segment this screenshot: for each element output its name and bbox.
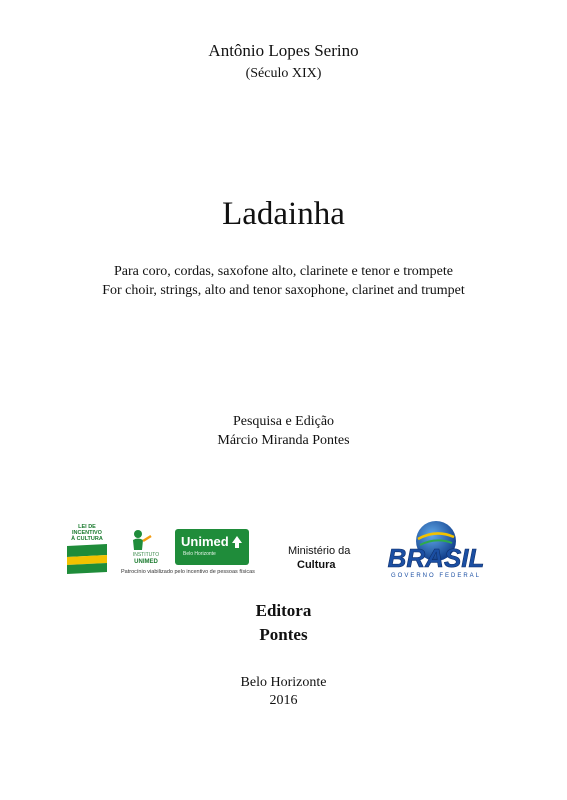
brasil-globe-logo bbox=[370, 519, 502, 581]
unimed-tree-icon bbox=[230, 535, 244, 549]
composer-name: Antônio Lopes Serino bbox=[208, 41, 359, 60]
instituto-label: INSTITUTO bbox=[132, 552, 160, 558]
subtitle-portuguese: Para coro, cordas, saxofone alto, clarinete e tenor e trompete bbox=[114, 264, 453, 279]
unimed-name: Unimed bbox=[181, 534, 229, 549]
instituto-unimed-label: UNIMED bbox=[134, 559, 158, 565]
publisher-line1: Editora bbox=[255, 601, 312, 620]
unimed-logo bbox=[175, 529, 249, 565]
lei-incentivo-logo bbox=[66, 524, 108, 574]
governo-federal-logo bbox=[370, 519, 502, 581]
sponsor-note: Patrocínio viabilizado pelo incentivo de pessoas físicas bbox=[121, 569, 255, 575]
work-title: Ladainha bbox=[222, 196, 345, 232]
unimed-city: Belo Horizonte bbox=[183, 551, 216, 557]
lei-incentivo-text bbox=[66, 524, 108, 542]
person-figure-logo bbox=[121, 528, 169, 552]
publisher-line2: Pontes bbox=[259, 625, 308, 644]
cultura-label: Cultura bbox=[297, 559, 336, 571]
publication-year: 2016 bbox=[269, 693, 298, 708]
credit-label: Pesquisa e Edição bbox=[232, 414, 335, 429]
instituto-unimed-logo bbox=[121, 528, 169, 568]
composer-era: (Século XIX) bbox=[245, 66, 322, 81]
credit-name: Márcio Miranda Pontes bbox=[217, 433, 350, 448]
lei-incentivo-line3: À CULTURA bbox=[71, 536, 103, 542]
ministerio-label: Ministério da bbox=[288, 545, 351, 557]
brasil-wordmark: BRASIL bbox=[387, 543, 485, 573]
publication-city: Belo Horizonte bbox=[240, 675, 327, 690]
governo-federal-tagline: GOVERNO FEDERAL bbox=[390, 573, 482, 579]
lei-incentivo-line1: LEI DE bbox=[78, 524, 96, 530]
subtitle-english: For choir, strings, alto and tenor saxophone, clarinet and trumpet bbox=[102, 283, 465, 298]
lei-incentivo-line2: INCENTIVO bbox=[72, 530, 102, 536]
